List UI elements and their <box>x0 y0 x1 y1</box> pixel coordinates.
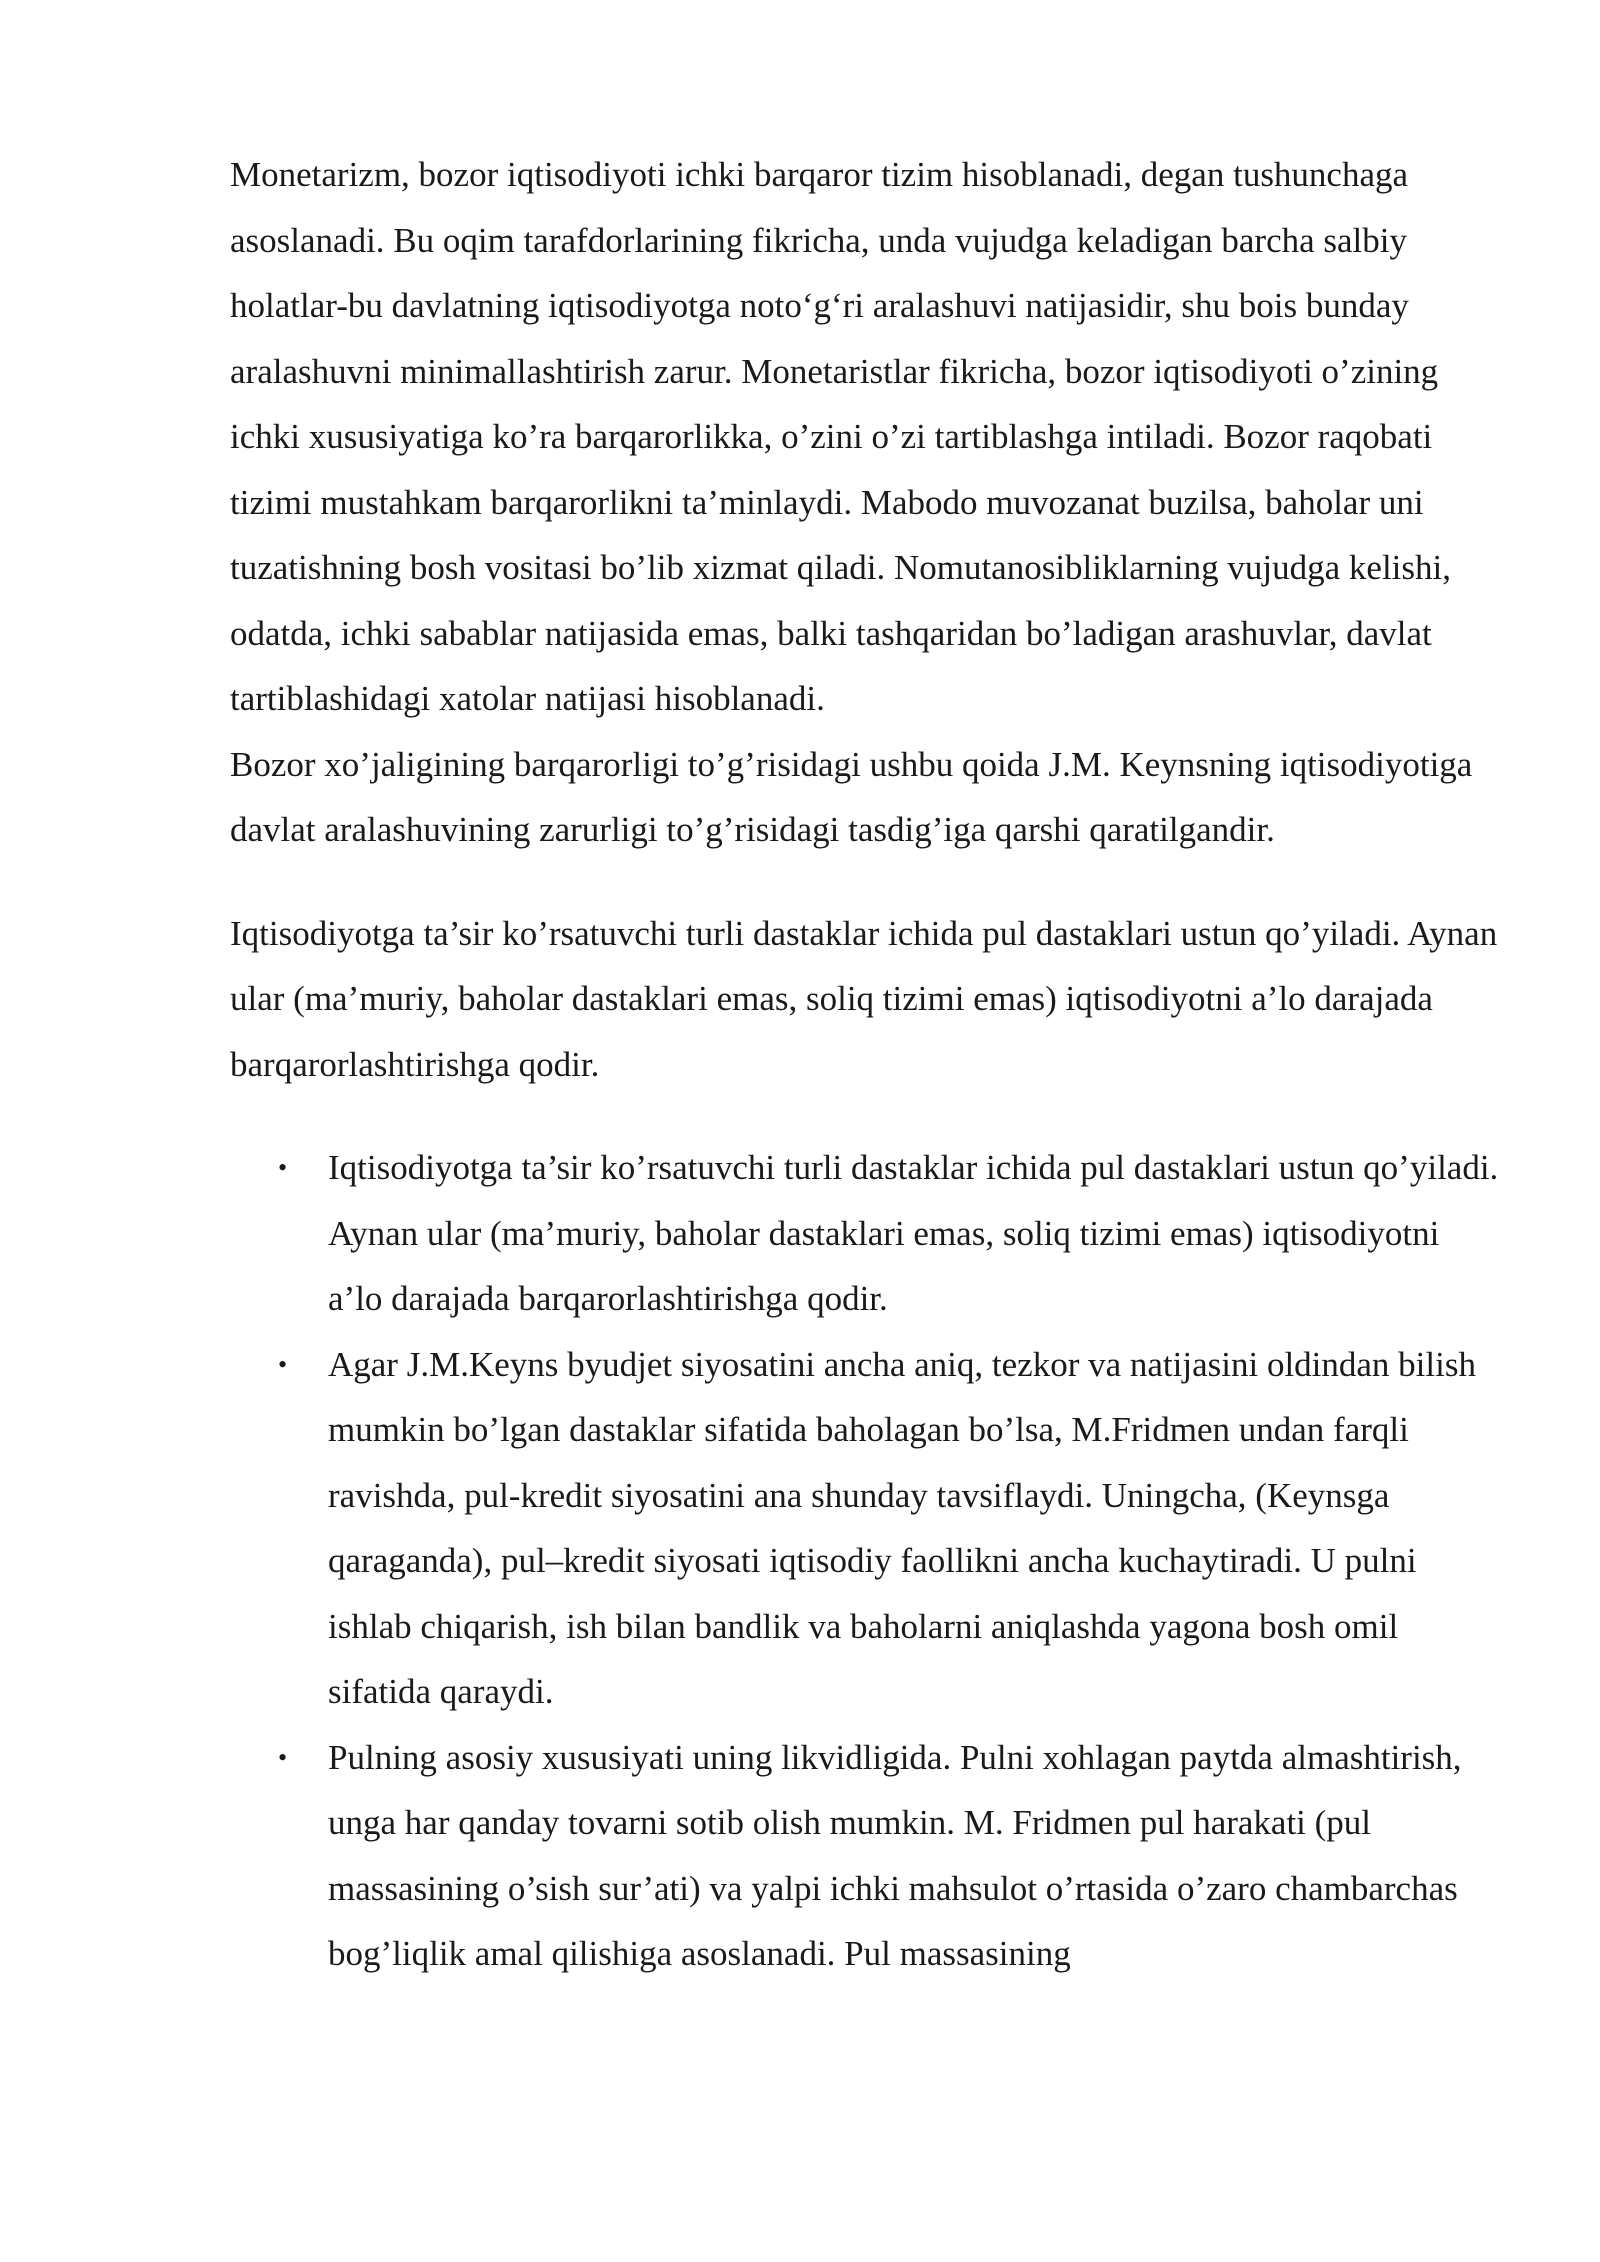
document-body <box>230 142 1500 1987</box>
bullet-list <box>230 1135 1500 1987</box>
bullet-icon: • <box>278 1153 288 1182</box>
bullet-icon: • <box>278 1742 288 1772</box>
paragraph-keynes-contrast: Bozor xo’jaligining barqarorligi to’g’risidagi ushbu qoida J.M. Keynsning iqtisodiyotiga davlat aralashuvining zarurligi to’g’risidagi tasdig’iga qarshi qaratilgandir. <box>230 744 1473 849</box>
list-item-text: Iqtisodiyotga ta’sir ko’rsatuvchi turli dastaklar ichida pul dastaklari ustun qo’yiladi. Aynan ular (ma’muriy, baholar dastaklari emas, soliq tizimi emas) iqtisodiyotni a’lo darajada barqarorlashtirishga qodir. <box>328 1148 1499 1318</box>
paragraph-monetarism: Monetarizm, bozor iqtisodiyoti ichki barqaror tizim hisoblanadi, degan tushunchaga asoslanadi. Bu oqim tarafdorlarining fikricha, unda vujudga keladigan barcha salbiy holatlar-bu davlatning iqtisodiyotga noto‘g‘ri aralashuvi natijasidir, shu bois bunday aralashuvni minimallashtirish zarur. Monetaristlar fikricha, bozor iqtisodiyoti o’zining ichki xususiyatiga ko’ra barqarorlikka, o’zini o’zi tartiblashga intiladi. Bozor raqobati tizimi mustahkam barqarorlikni ta’minlaydi. Mabodo muvozanat buzilsa, baholar uni tuzatishning bosh vositasi bo’lib xizmat qiladi. Nomutanosibliklarning vujudga kelishi, odatda, ichki sabablar natijasida emas, balki tashqaridan bo’ladigan arashuvlar, davlat tartiblashidagi xatolar natijasi hisoblanadi. <box>230 155 1451 718</box>
list-item-text: Agar J.M.Keyns byudjet siyosatini ancha aniq, tezkor va natijasini oldindan bilish mumkin bo’lgan dastaklar sifatida baholagan bo’lsa, M.Fridmen undan farqli ravishda, pul-kredit siyosatini ana shunday tavsiflaydi. Uningcha, (Keynsga qaraganda), pul–kredit siyosati iqtisodiy faollikni ancha kuchaytiradi. U pulni ishlab chiqarish, ish bilan bandlik va baholarni aniqlashda yagona bosh omil sifatida qaraydi. <box>328 1344 1476 1711</box>
list-item <box>230 1332 1500 1725</box>
paragraph-money-levers: Iqtisodiyotga ta’sir ko’rsatuvchi turli dastaklar ichida pul dastaklari ustun qo’yiladi. Aynan ular (ma’muriy, baholar dastaklari emas, soliq tizimi emas) iqtisodiyotni a’lo darajada barqarorlashtirishga qodir. <box>230 913 1498 1084</box>
list-item-text: Pulning asosiy xususiyati uning likvidligida. Pulni xohlagan paytda almashtirish, unga har qanday tovarni sotib olish mumkin. M. Fridmen pul harakati (pul massasining o’sish sur’ati) va yalpi ichki mahsulot o’rtasida o’zaro chambarchas bog’liqlik amal qilishiga asoslanadi. Pul massasining <box>328 1737 1462 1973</box>
list-item <box>230 1135 1500 1332</box>
list-item <box>230 1725 1500 1987</box>
bullet-icon: • <box>278 1349 288 1379</box>
